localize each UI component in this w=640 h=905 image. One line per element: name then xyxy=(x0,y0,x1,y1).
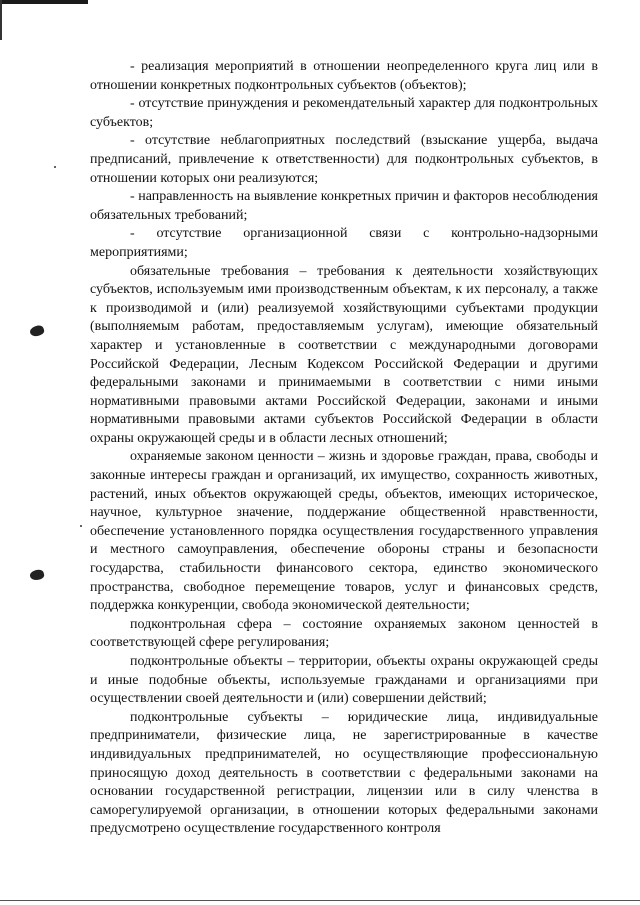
scan-speck xyxy=(54,166,56,168)
paragraph: охраняемые законом ценности – жизнь и здоровье граждан, права, свободы и законные интересы граждан и организаций, их имущество, сохранность животных, растений, иных объектов окружающей среды, объектов, имеющих историческое, научное, культурное значение, поддержание общественной нравственности, обеспечение установленного порядка осуществления государственного управления и местного самоуправления, обеспечение обороны страны и безопасности государства, стабильности финансового сектора, единство экономического пространства, свободное перемещение товаров, услуг и финансовых средств, поддержка конкуренции, свобода экономической деятельности; xyxy=(90,449,598,614)
paragraph: - отсутствие принуждения и рекомендательный характер для подконтрольных субъектов; xyxy=(90,96,598,130)
scan-smudge xyxy=(29,568,45,581)
scan-edge-line xyxy=(0,900,640,901)
paragraph: подконтрольная сфера – состояние охраняемых законом ценностей в соответствующей сфере регулирования; xyxy=(90,616,598,651)
scan-edge-mark xyxy=(0,0,2,40)
document-body xyxy=(90,58,598,839)
paragraph: подконтрольные объекты – территории, объекты охраны окружающей среды и иные подобные объекты, используемые гражданами и организациями при осуществлении своей деятельности и (или) совершении действий; xyxy=(90,654,598,707)
scan-speck xyxy=(80,525,82,527)
paragraph: - отсутствие организационной связи с контрольно-надзорными мероприятиями; xyxy=(90,226,598,260)
paragraph: обязательные требования – требования к деятельности хозяйствующих субъектов, используемым ими производственным объектам, к их персоналу, а также к производимой и (или) реализуемой хозяйствующими субъектами продукции (выполняемым работам, предоставляемым услугам), имеющие обязательный характер и установленные в соответствии с международными договорами Российской Федерации, Лесным Кодексом Российской Федерации и другими федеральными законами и принимаемыми в соответствии с ними иными нормативными правовыми актами Российской Федерации, законами и иными нормативными правовыми актами субъектов Российской Федерации в области охраны окружающей среды и в области лесных отношений; xyxy=(90,263,598,446)
paragraph: - реализация мероприятий в отношении неопределенного круга лиц или в отношении конкретных подконтрольных субъектов (объектов); xyxy=(90,59,598,93)
paragraph: подконтрольные субъекты – юридические лица, индивидуальные предприниматели, физические лица, не зарегистрированные в качестве индивидуальных предпринимателей, но осуществляющие профессиональную приносящую доход деятельность в соответствии с федеральными законами на основании государственной регистрации, лицензии или в силу членства в саморегулируемой организации, в отношении которых федеральными законами предусмотрено осуществление государственного контроля xyxy=(90,709,598,837)
scan-edge-mark xyxy=(0,0,88,4)
paragraph: - направленность на выявление конкретных причин и факторов несоблюдения обязательных требований; xyxy=(90,189,598,223)
scan-smudge xyxy=(29,324,46,338)
paragraph: - отсутствие неблагоприятных последствий (взыскание ущерба, выдача предписаний, привлечение к ответственности) для подконтрольных субъектов, в отношении которых они реализуются; xyxy=(90,133,598,186)
